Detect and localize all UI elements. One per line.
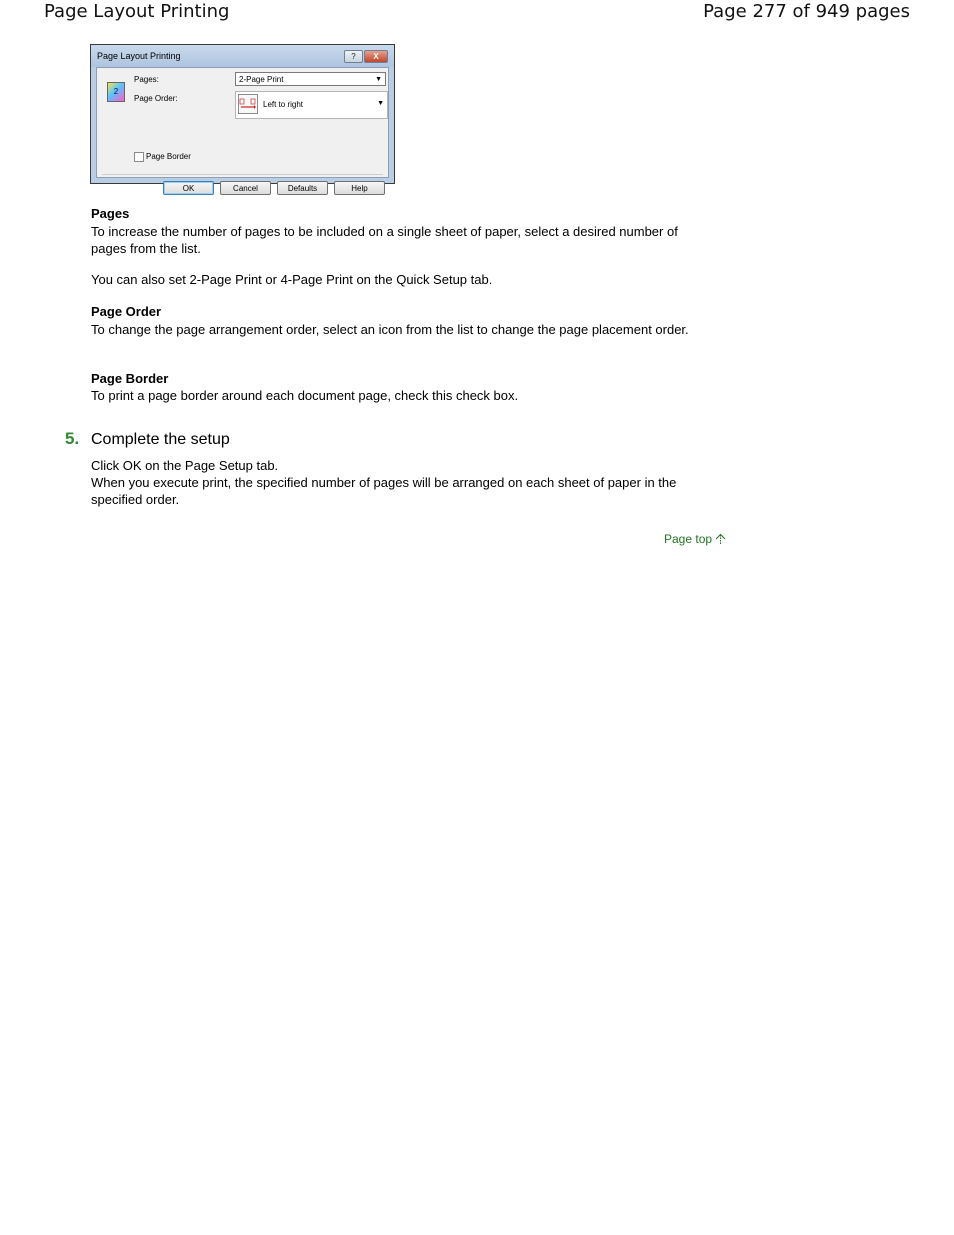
- page-order-term: Page Order: [91, 304, 162, 319]
- page-border-description: To print a page border around each document page, check this check box.: [91, 388, 519, 403]
- page-top-label: Page top: [664, 532, 713, 546]
- step-number: 5.: [65, 429, 80, 448]
- page-layout-dialog: [90, 44, 395, 193]
- ok-button[interactable]: OK: [163, 181, 214, 195]
- page-border-term: Page Border: [91, 371, 169, 386]
- pages-term: Pages: [91, 206, 130, 221]
- chevron-down-icon: ▼: [375, 76, 382, 83]
- help-button[interactable]: Help: [334, 181, 385, 195]
- page-border-checkbox[interactable]: [134, 152, 144, 162]
- help-icon[interactable]: ?: [344, 50, 363, 63]
- step-line-1: Click OK on the Page Setup tab.: [91, 458, 279, 473]
- defaults-button[interactable]: Defaults: [277, 181, 328, 195]
- pages-label: Pages:: [134, 75, 159, 84]
- pages-description: To increase the number of pages to be included on a single sheet of paper, select a desired number of pages from the list.: [91, 224, 678, 256]
- step-title: Complete the setup: [91, 431, 230, 448]
- arrow-up-icon: [715, 533, 726, 546]
- page-indicator: Page 277 of 949 pages: [703, 1, 910, 22]
- pages-select[interactable]: [235, 72, 386, 86]
- left-to-right-order-icon: [238, 94, 258, 114]
- close-icon[interactable]: X: [364, 50, 388, 63]
- dialog-window-controls: [344, 50, 388, 63]
- pages-select-value: 2-Page Print: [239, 75, 284, 84]
- dialog-title: Page Layout Printing: [91, 45, 394, 67]
- dialog-divider: [102, 174, 383, 175]
- page-border-label: Page Border: [146, 152, 191, 161]
- page-layout-icon: 2: [107, 82, 125, 102]
- pages-note: You can also set 2-Page Print or 4-Page Print on the Quick Setup tab.: [91, 272, 493, 287]
- page-order-select[interactable]: [235, 91, 388, 119]
- step-line-2: When you execute print, the specified number of pages will be arranged on each sheet of paper in the specified order.: [91, 475, 677, 507]
- dialog-body: [96, 67, 389, 193]
- chevron-down-icon: ▼: [377, 100, 384, 107]
- cancel-button[interactable]: Cancel: [220, 181, 271, 195]
- page-title: Page Layout Printing: [44, 1, 230, 22]
- page-order-value: Left to right: [263, 100, 304, 109]
- page-order-description: To change the page arrangement order, select an icon from the list to change the page placement order.: [91, 322, 689, 337]
- page-order-label: Page Order:: [134, 94, 178, 103]
- page-top-link[interactable]: [664, 531, 726, 547]
